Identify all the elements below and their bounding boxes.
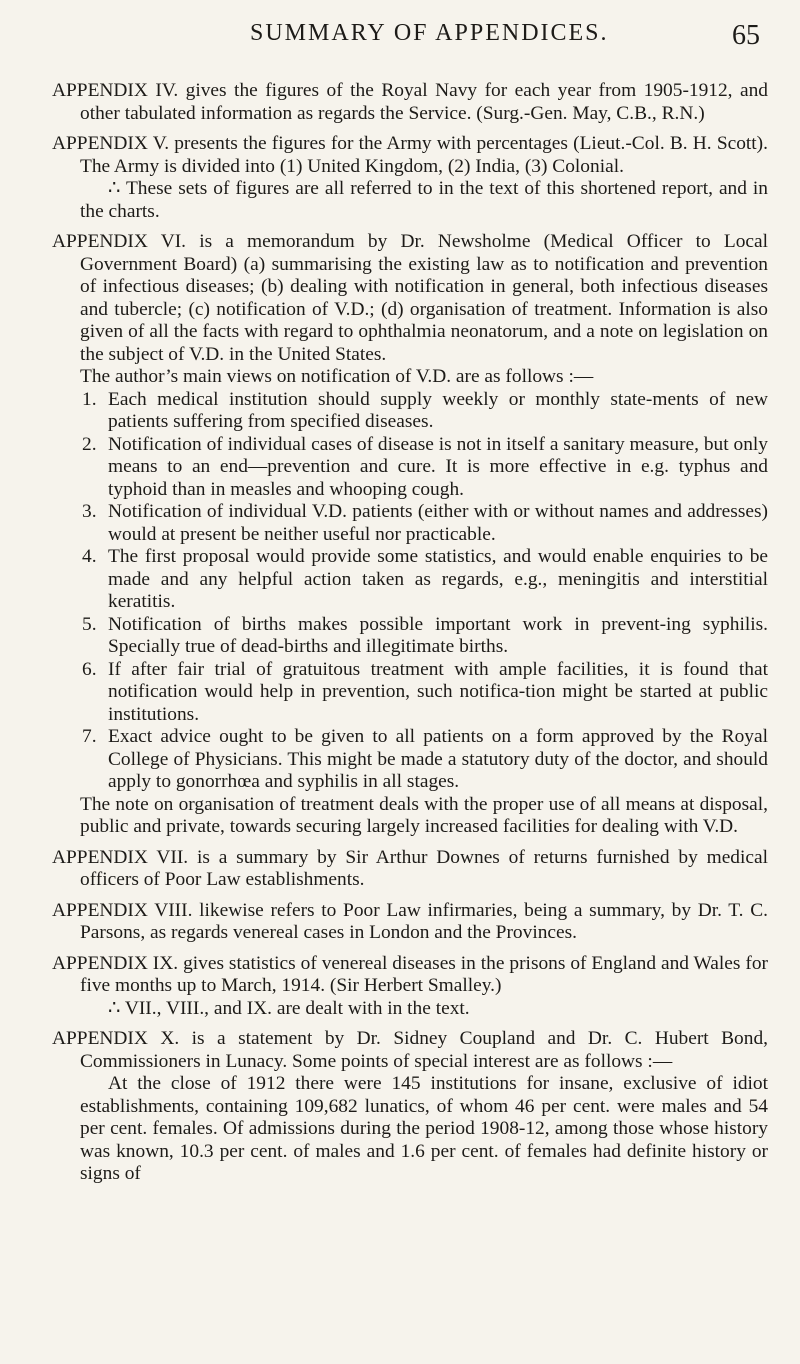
view-number: 6.	[82, 658, 97, 680]
views-list	[52, 389, 768, 794]
view-item	[82, 726, 768, 794]
view-number: 1.	[82, 388, 97, 410]
view-item	[82, 388, 768, 434]
view-item	[82, 613, 768, 659]
appendix-text: likewise refers to Poor Law infirmaries, being a summary, by Dr. T. C. Parsons, as regards venereal cases in London and the Provinces.	[80, 899, 769, 943]
appendix-label: APPENDIX VIII.	[52, 899, 193, 921]
view-number: 5.	[82, 613, 97, 635]
view-number: 4.	[82, 546, 97, 567]
appendix-text: gives the figures of the Royal Navy for each year from 1905-1912, and other tabulated information as regards the Service. (Surg.-Gen. May, C.B., R.N.)	[80, 80, 768, 124]
appendix-label: APPENDIX X.	[52, 1028, 180, 1049]
view-item	[82, 546, 768, 614]
appendix-x-body	[52, 1028, 768, 1073]
appendix-text: presents the figures for the Army with percentages (Lieut.-Col. B. H. Scott). The Army is divided into (1) United Kingdom, (2) India, (3) Colonial.	[80, 133, 768, 177]
view-text: Exact advice ought to be given to all patients on a form approved by the Royal College of Physicians. This might be made a statutory duty of the doctor, and should apply to gonorrhœa and syphilis in all stages.	[108, 726, 768, 792]
view-text: The first proposal would provide some statistics, and would enable enquiries to be made and any helpful action taken as regards, e.g., meningitis and interstitial keratitis.	[108, 546, 768, 612]
running-title: SUMMARY OF APPENDICES.	[250, 20, 609, 46]
appendix-ix-note: ∴ VII., VIII., and IX. are dealt with in the text.	[108, 997, 470, 1019]
view-text: Notification of individual cases of disease is not in itself a sanitary measure, but only means to an end—prevention and cure. It is more effective in e.g. typhus and typhoid than in measles and whooping cough.	[108, 433, 768, 500]
view-text: If after fair trial of gratuitous treatment with ample facilities, it is found that notification would help in prevention, such notifica-tion might be started at public institutions.	[108, 658, 768, 725]
appendix-text: is a memorandum by Dr. Newsholme (Medical Officer to Local Government Board) (a) summarising the existing law as to notification and prevention of infectious diseases; (b) dealing with notification in general, both infectious diseases and tubercle; (c) notification of V.D.; (d) organisation of treatment. Information is also given of all the facts with regard to ophthalmia neonatorum, and a note on legislation on the subject of V.D. in the United States.	[80, 231, 768, 365]
page-number: 65	[732, 20, 760, 51]
appendix-text: is a summary by Sir Arthur Downes of returns furnished by medical officers of Poor Law establishments.	[80, 846, 768, 890]
running-header	[250, 20, 760, 51]
view-number: 7.	[82, 726, 97, 747]
view-item	[82, 433, 768, 502]
appendix-vi-entry	[52, 231, 768, 839]
view-text: Each medical institution should supply weekly or monthly state-ments of new patients suffering from specified diseases.	[108, 388, 768, 432]
appendix-vi-body	[52, 231, 768, 366]
view-text: Notification of births makes possible important work in prevent-ing syphilis. Specially true of dead-births and illegitimate births.	[108, 613, 768, 657]
appendix-ix-entry	[52, 953, 768, 1021]
page-body	[52, 80, 768, 1186]
appendix-v-body	[52, 133, 768, 178]
appendix-label: APPENDIX IX.	[52, 952, 179, 974]
appendix-vi-closing: The note on organisation of treatment deals with the proper use of all means at disposal, public and private, towards securing largely increased facilities for dealing with V.D.	[80, 793, 768, 837]
view-number: 2.	[82, 433, 97, 455]
appendix-x-paragraph: At the close of 1912 there were 145 institutions for insane, exclusive of idiot establishments, containing 109,682 lunatics, of whom 46 per cent. were males and 54 per cent. females. Of admissions during the period 1908-12, among those whose history was known, 10.3 per cent. of males and 1.6 per cent. of females had definite history or signs of	[80, 1073, 768, 1184]
appendix-v-entry	[52, 133, 768, 223]
appendix-label: APPENDIX V.	[52, 133, 170, 154]
appendix-vii-entry	[52, 847, 768, 892]
appendix-ix-body	[52, 953, 768, 998]
view-item	[82, 501, 768, 546]
view-item	[82, 658, 768, 727]
appendix-x-entry	[52, 1028, 768, 1186]
views-intro: The author’s main views on notification of V.D. are as follows :—	[80, 366, 594, 387]
appendix-label: APPENDIX IV.	[52, 80, 179, 101]
appendix-text: gives statistics of venereal diseases in the prisons of England and Wales for five months up to March, 1914. (Sir Herbert Smalley.)	[80, 952, 768, 996]
view-number: 3.	[82, 501, 97, 522]
appendix-iv-entry	[52, 80, 768, 125]
appendix-label: APPENDIX VII.	[52, 846, 189, 868]
appendix-text: is a statement by Dr. Sidney Coupland and Dr. C. Hubert Bond, Commissioners in Lunacy. Some points of special interest are as follows :—	[80, 1028, 768, 1072]
appendix-viii-entry	[52, 900, 768, 945]
view-text: Notification of individual V.D. patients (either with or without names and addresses) would at present be neither useful nor practicable.	[108, 501, 768, 545]
appendix-label: APPENDIX VI.	[52, 231, 187, 252]
appendix-v-note: ∴ These sets of figures are all referred to in the text of this shortened report, and in the charts.	[80, 178, 768, 222]
